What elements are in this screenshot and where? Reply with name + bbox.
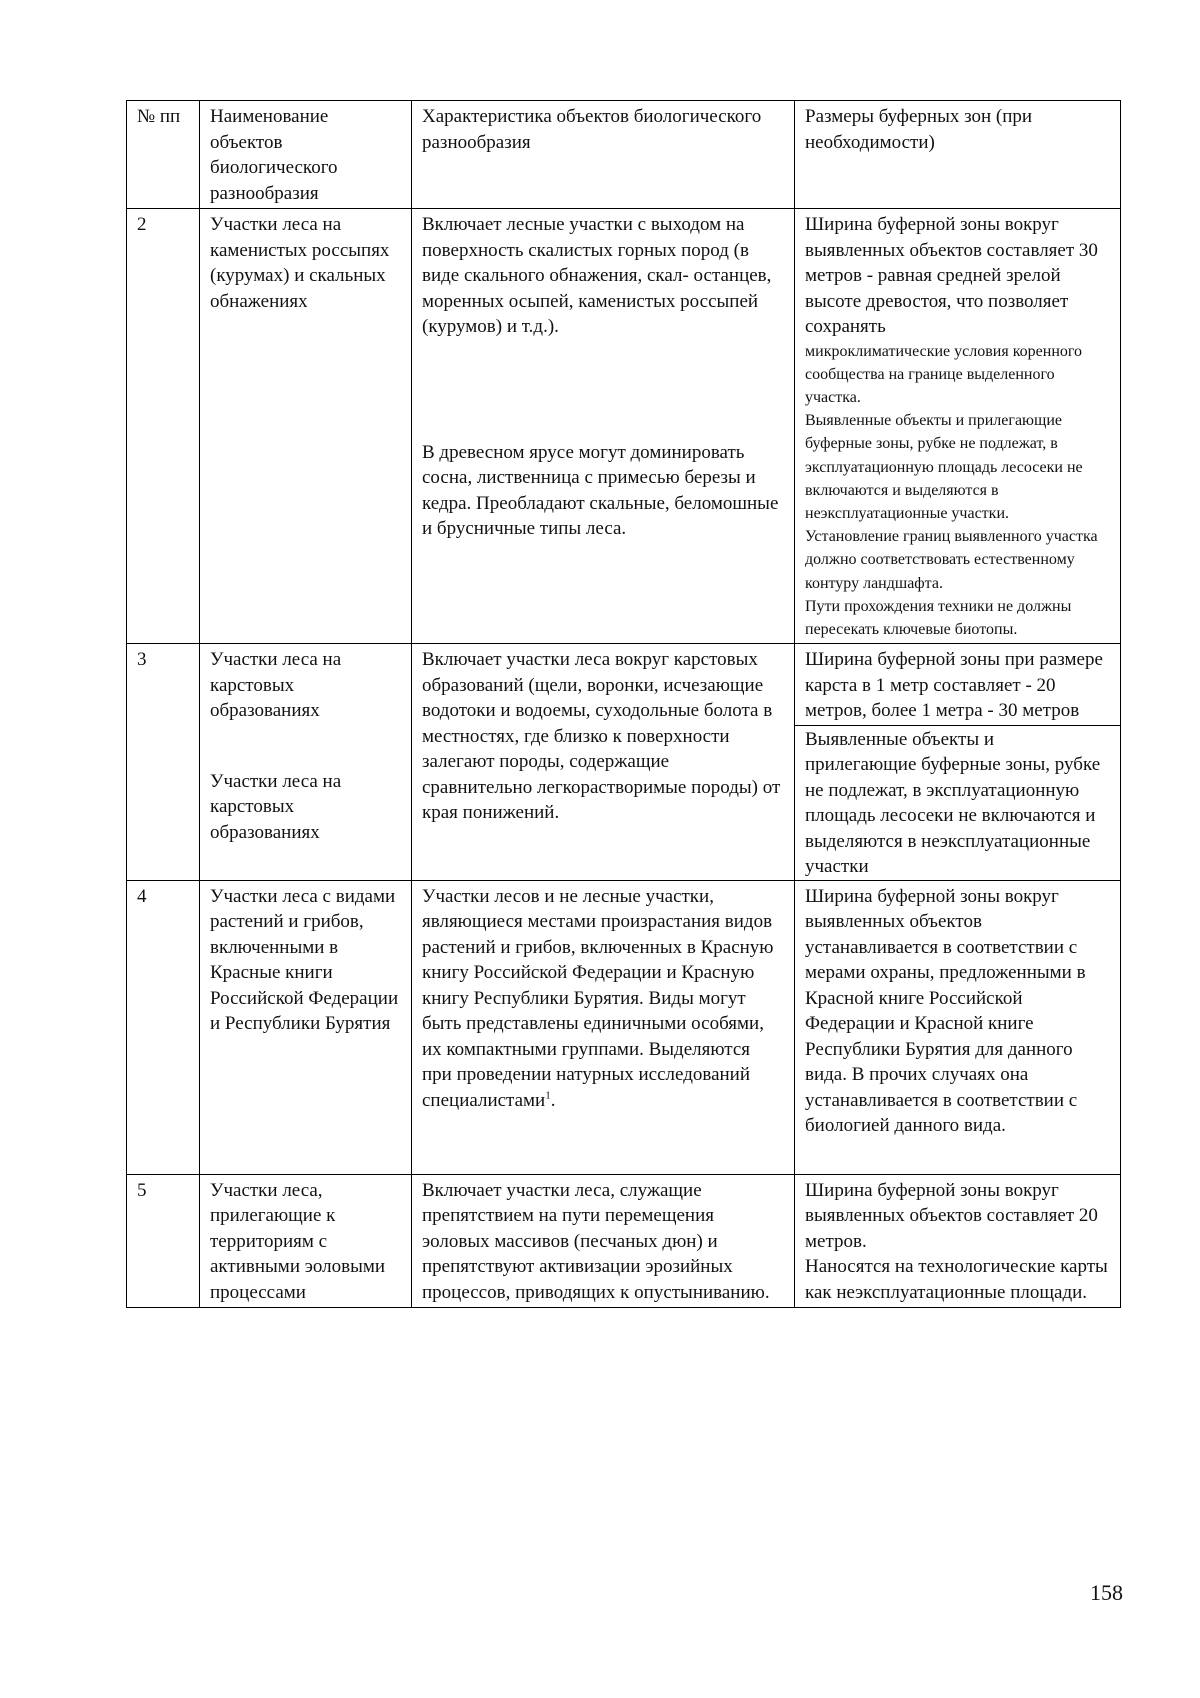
buffer-paragraph: микроклиматические условия коренного сообщества на границе выделенного участка. <box>805 342 1083 406</box>
row-num: 2 <box>127 209 200 644</box>
footnote-mark: 1 <box>545 1089 551 1102</box>
row-name: Участки леса на каменистых россыпях (курумах) и скальных обнажениях <box>200 209 412 644</box>
row-buffer: Ширина буферной зоны вокруг выявленных объектов устанавливается в соответствии с мерами охраны, предложенными в Красной книге Российской Федерации и Красной книге Республики Бурятия для данного вида. В прочих случаях она устанавливается в соответствии с биологией данного вида. <box>795 880 1121 1174</box>
buffer-paragraph: Пути прохождения техники не должны пересекать ключевые биотопы. <box>805 597 1072 638</box>
row-num: 4 <box>127 880 200 1174</box>
table-row <box>127 209 1121 644</box>
row-buffer <box>795 209 1121 644</box>
header-buffer: Размеры буферных зон (при необходимости) <box>795 101 1121 209</box>
table-row <box>127 644 1121 881</box>
header-num: № пп <box>127 101 200 209</box>
name-paragraph: Участки леса на карстовых образованиях <box>210 770 342 843</box>
row-name: Участки леса, прилегающие к территориям с активными эоловыми процессами <box>200 1174 412 1308</box>
row-name: Участки леса с видами растений и грибов, включенными в Красные книги Российской Федерации и Республики Бурятия <box>200 880 412 1174</box>
row-buffer <box>795 644 1121 881</box>
biodiversity-table <box>126 100 1121 1308</box>
row-description: Включает участки леса вокруг карстовых образований (щели, воронки, исчезающие водотоки и водоемы, суходольные болота в местностях, где близко к поверхности залегают породы, содержащие сравнительно легкорастворимые породы) от края понижений. <box>412 644 795 881</box>
header-description: Характеристика объектов биологического разнообразия <box>412 101 795 209</box>
row-description <box>412 209 795 644</box>
table-row <box>127 1174 1121 1308</box>
row-buffer <box>795 1174 1121 1308</box>
description-paragraph: Включает лесные участки с выходом на поверхность скалистых горных пород (в виде скального обнажения, скал- останцев, моренных осыпей, каменистых россыпей (курумов) и т.д.). <box>422 214 772 337</box>
buffer-subcell: Ширина буферной зоны при размере карста в 1 метр составляет - 20 метров, более 1 метра - 30 метров <box>795 647 1120 726</box>
buffer-paragraph: Наносятся на технологические карты как неэксплуатационные площади. <box>805 1256 1108 1303</box>
header-name: Наименование объектов биологического разнообразия <box>200 101 412 209</box>
description-end: . <box>550 1089 556 1111</box>
table-row <box>127 880 1121 1174</box>
row-name <box>200 644 412 881</box>
description-text: Участки лесов и не лесные участки, являющиеся местами произрастания видов растений и грибов, включенных в Красную книгу Российской Федерации и Красную книгу Республики Бурятия. Виды могут быть представлены единичными особями, их компактными группами. Выделяются при проведении натурных исследований специалистами <box>422 885 774 1111</box>
buffer-paragraph: Ширина буферной зоны вокруг выявленных объектов составляет 20 метров. <box>805 1179 1098 1252</box>
buffer-paragraph: Установление границ выявленного участка должно соответствовать естественному контуру ландшафта. <box>805 528 1098 592</box>
page-number: 158 <box>1090 1580 1123 1605</box>
buffer-paragraph: Ширина буферной зоны вокруг выявленных объектов составляет 30 метров - равная средней зрелой высоте древостоя, что позволяет сохранять <box>805 214 1098 337</box>
buffer-subcell: Выявленные объекты и прилегающие буферные зоны, рубке не подлежат, в эксплуатационную площадь лесосеки не включаются и выделяются в неэксплуатационные участки <box>805 728 1101 878</box>
buffer-paragraph: Выявленные объекты и прилегающие буферные зоны, рубке не подлежат, в эксплуатационную площадь лесосеки не включаются и выделяются в неэксплуатационные участки. <box>805 412 1083 522</box>
row-description: Включает участки леса, служащие препятствием на пути перемещения эоловых массивов (песчаных дюн) и препятствуют активизации эрозийных процессов, приводящих к опустыниванию. <box>412 1174 795 1308</box>
row-description <box>412 880 795 1174</box>
table-header-row <box>127 101 1121 209</box>
description-paragraph: В древесном ярусе могут доминировать сосна, лиственница с примесью березы и кедра. Преобладают скальные, беломошные и брусничные типы леса. <box>422 441 779 539</box>
row-num: 3 <box>127 644 200 881</box>
name-paragraph: Участки леса на карстовых образованиях <box>210 649 342 722</box>
row-num: 5 <box>127 1174 200 1308</box>
